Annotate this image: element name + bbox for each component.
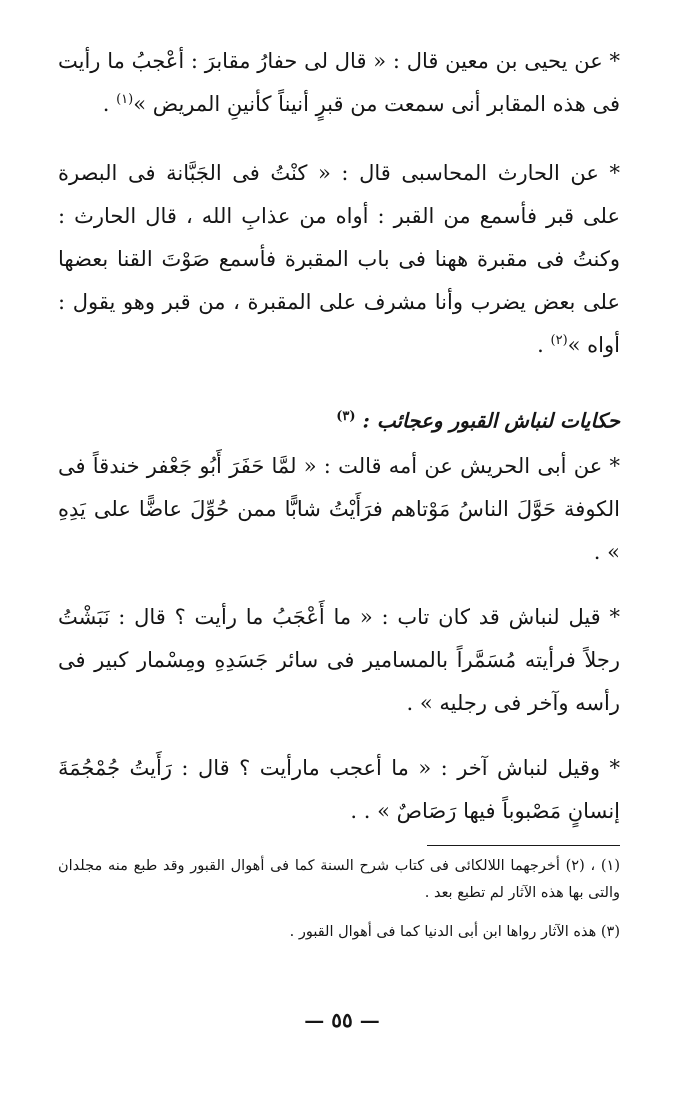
footnote-ref-3[interactable]: (٣) <box>336 409 356 424</box>
footnote-3: (٣) هذه الآثار رواها ابن أبى الدنيا كما فى أهوال القبور . <box>289 924 620 940</box>
page-number: — ٥٥ — <box>304 1008 380 1032</box>
footnote-divider <box>427 845 620 846</box>
paragraph-yahya <box>58 40 620 126</box>
story-text: * وقيل لنباش آخر : « ما أعجب مارأيت ؟ قال : رَأَيتُ جُمْجُمَةَ إنسانٍ مَصْبوباً فيها رَصَاصٌ » . . <box>58 755 620 823</box>
story-abu-hurayth <box>58 445 620 574</box>
paragraph-end: . <box>102 92 117 116</box>
paragraph-text: * عن الحارث المحاسبى قال : « كنْتُ فى الجَبَّانة فى البصرة على قبر فأسمع من القبر : أواه من عذابِ الله ، قال الحارث : وكنتُ فى مقبرة ههنا فى باب المقبرة فأسمع صَوْتَ القنا بعضها على بعض يضرب وأنا مشرف على المقبرة ، من قبر وهو يقول : أواه » <box>58 161 620 357</box>
footnotes <box>58 853 620 946</box>
paragraph-text: * عن يحيى بن معين قال : « قال لى حفارُ مقابرَ : أعْجبُ ما رأيت فى هذه المقابر أنى سمعت من قبرٍ أنيناً كأنينِ المريض » <box>58 49 620 116</box>
story-text: * قيل لنباش قد كان تاب : « ما أَعْجَبُ ما رأيت ؟ قال : نَبَشْتُ رجلاً فرأيته مُسَمَّراً بالمسامير فى سائر جَسَدِهِ ومِسْمار كبير فى رأسه وآخر فى رجليه » . <box>58 604 620 715</box>
footnote-1-2: (١) ، (٢) أخرجهما اللالكائى فى كتاب شرح السنة كما فى أهوال القبور وقد طبع منه مجلدان والتى بها هذه الآثار لم تطبع بعد . <box>58 858 620 901</box>
paragraph-harith <box>58 152 620 367</box>
story-text: * عن أبى الحريش عن أمه قالت : « لمَّا حَفَرَ أَبُو جَعْفر خندقاً فى الكوفة حَوَّلَ الناسُ مَوْتاهم فرَأَيْتُ شابًّا ممن حُوِّلَ عاضًّا على يَدِهِ » . <box>58 453 620 564</box>
story-repentant-digger <box>58 596 620 725</box>
footnote-ref-2[interactable]: (٢) <box>550 333 568 348</box>
footnote-ref-1[interactable]: (١) <box>116 92 134 107</box>
section-heading <box>58 397 620 441</box>
paragraph-end: . <box>537 333 551 357</box>
section-heading-text: حكايات لنباش القبور وعجائب : <box>362 408 620 433</box>
story-another-digger <box>58 747 620 833</box>
